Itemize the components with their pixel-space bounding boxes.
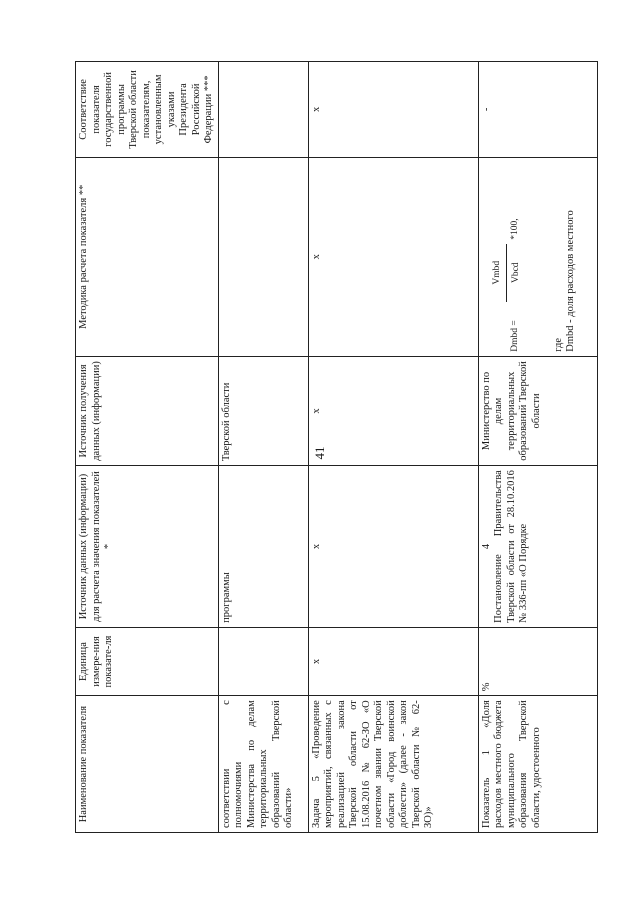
row2-match: х [308,62,478,158]
table-header-row [76,62,219,833]
table-row [218,62,308,833]
row1-source: программы [218,466,308,628]
row3-name: Показатель 1 «Доля расходов местного бюджета муниципального образования Тверской области, удостоенного [478,696,598,833]
row3-obtained: Министерство по делам территориальных образований Тверской области [478,356,598,465]
formula-lhs: Dmbd = [509,320,520,352]
rotated-table-wrapper [75,61,598,833]
row3-source: Постановление Правительства Тверской области от 28.10.2016 № 336-пп «О Порядке [493,470,529,623]
formula-rhs: *100, [509,218,520,240]
row3-source-cell [478,466,598,628]
method-formula [481,162,553,352]
row1-match [218,62,308,158]
formula-denominator: Vbcd [511,262,521,284]
header-compliance: Соответствие показателя государственной программы Тверской области показателям, установленным указами Президента Российской Федерации *** [76,62,219,158]
row2-unit: х [308,627,478,695]
row1-obtained: Тверской области [218,356,308,465]
header-data-source: Источник данных (информации) для расчета значения показателей * [76,466,219,628]
formula-fraction [491,244,523,302]
table-row [478,62,598,833]
row1-unit [218,627,308,695]
fraction-bar [506,244,507,302]
formula-numerator: Vmbd [491,260,502,285]
row2-method: х [308,157,478,356]
row3-source-number: 4 [480,543,492,550]
row2-name: Задача 5 «Проведение мероприятий, связанных с реализацией закона Тверской области от 15.08.2016 № 62-ЗО «О почетном звании Тверской области «Город воинской доблести» (далее - закон Тверской области № 62-ЗО)» [308,696,478,833]
row1-name: соответствии с полномочиями Министерства по делам территориальных образований Тверской области» [218,696,308,833]
indicators-table [75,61,598,833]
row2-source: х [308,466,478,628]
formula-description: Dmbd - доля расходов местного [565,210,576,352]
formula-where: где [552,337,564,352]
row3-match: - [478,62,598,158]
row3-unit: % [478,627,598,695]
header-unit: Единица измере-ния показате-ля [76,627,219,695]
header-obtained-from: Источник получения данных (информации) [76,356,219,465]
header-method: Методика расчета показателя ** [76,157,219,356]
row3-method-cell [478,157,598,356]
table-row [308,62,478,833]
header-name: Наименование показателя [76,696,219,833]
page-number: 41 [312,446,327,460]
row1-method [218,157,308,356]
row2-obtained: х [308,356,478,465]
